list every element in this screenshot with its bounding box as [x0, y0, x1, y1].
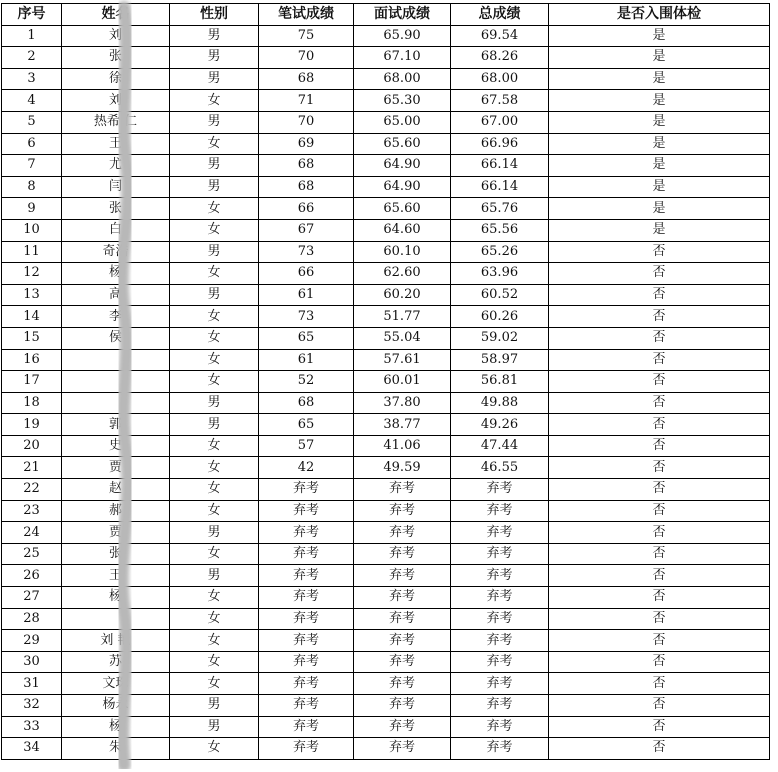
table-row	[2, 738, 770, 760]
table-row	[2, 608, 770, 630]
cell-name: 张	[62, 198, 170, 220]
cell-gender: 男	[170, 716, 259, 738]
cell-written-score: 弃考	[259, 695, 354, 717]
cell-total-score: 66.14	[451, 176, 549, 198]
table-row	[2, 198, 770, 220]
cell-physical-exam: 否	[549, 263, 770, 285]
cell-index: 22	[2, 479, 62, 501]
table-row	[2, 651, 770, 673]
cell-written-score: 70	[259, 47, 354, 69]
table-row	[2, 695, 770, 717]
cell-gender: 男	[170, 25, 259, 47]
cell-physical-exam: 否	[549, 587, 770, 609]
cell-written-score: 弃考	[259, 479, 354, 501]
cell-gender: 女	[170, 306, 259, 328]
cell-name: 尤	[62, 155, 170, 177]
cell-interview-score: 弃考	[354, 500, 451, 522]
cell-index: 13	[2, 284, 62, 306]
cell-interview-score: 62.60	[354, 263, 451, 285]
cell-index: 11	[2, 241, 62, 263]
cell-index: 34	[2, 738, 62, 760]
cell-index: 2	[2, 47, 62, 69]
table-row	[2, 457, 770, 479]
cell-total-score: 68.26	[451, 47, 549, 69]
cell-total-score: 弃考	[451, 479, 549, 501]
cell-interview-score: 64.60	[354, 219, 451, 241]
cell-total-score: 弃考	[451, 608, 549, 630]
cell-written-score: 68	[259, 176, 354, 198]
cell-name: 赵	[62, 479, 170, 501]
cell-index: 16	[2, 349, 62, 371]
cell-name: 侯	[62, 327, 170, 349]
cell-gender: 男	[170, 414, 259, 436]
cell-physical-exam: 否	[549, 479, 770, 501]
cell-written-score: 弃考	[259, 673, 354, 695]
cell-gender: 女	[170, 587, 259, 609]
table-row	[2, 284, 770, 306]
cell-total-score: 63.96	[451, 263, 549, 285]
score-table-container	[1, 3, 770, 760]
cell-index: 30	[2, 651, 62, 673]
cell-index: 15	[2, 327, 62, 349]
table-row	[2, 47, 770, 69]
cell-total-score: 弃考	[451, 587, 549, 609]
cell-interview-score: 65.60	[354, 198, 451, 220]
cell-gender: 男	[170, 241, 259, 263]
cell-total-score: 65.56	[451, 219, 549, 241]
table-row	[2, 479, 770, 501]
cell-index: 23	[2, 500, 62, 522]
cell-written-score: 68	[259, 392, 354, 414]
cell-total-score: 47.44	[451, 435, 549, 457]
cell-total-score: 46.55	[451, 457, 549, 479]
cell-total-score: 弃考	[451, 565, 549, 587]
cell-physical-exam: 是	[549, 68, 770, 90]
cell-written-score: 42	[259, 457, 354, 479]
cell-physical-exam: 否	[549, 695, 770, 717]
cell-written-score: 61	[259, 349, 354, 371]
table-row	[2, 176, 770, 198]
cell-total-score: 66.14	[451, 155, 549, 177]
cell-interview-score: 55.04	[354, 327, 451, 349]
cell-written-score: 弃考	[259, 630, 354, 652]
cell-physical-exam: 否	[549, 522, 770, 544]
cell-physical-exam: 否	[549, 738, 770, 760]
cell-name	[62, 349, 170, 371]
cell-physical-exam: 否	[549, 371, 770, 393]
cell-gender: 女	[170, 219, 259, 241]
cell-index: 28	[2, 608, 62, 630]
cell-total-score: 弃考	[451, 651, 549, 673]
table-row	[2, 565, 770, 587]
cell-gender: 男	[170, 111, 259, 133]
table-row	[2, 25, 770, 47]
cell-physical-exam: 否	[549, 306, 770, 328]
cell-gender: 女	[170, 263, 259, 285]
header-written-score: 笔试成绩	[259, 4, 354, 26]
cell-gender: 女	[170, 608, 259, 630]
cell-written-score: 71	[259, 90, 354, 112]
header-physical-exam: 是否入围体检	[549, 4, 770, 26]
cell-physical-exam: 否	[549, 457, 770, 479]
table-row	[2, 327, 770, 349]
table-row	[2, 219, 770, 241]
table-row	[2, 90, 770, 112]
cell-physical-exam: 是	[549, 155, 770, 177]
table-row	[2, 414, 770, 436]
cell-total-score: 58.97	[451, 349, 549, 371]
cell-interview-score: 60.20	[354, 284, 451, 306]
cell-gender: 男	[170, 695, 259, 717]
cell-gender: 男	[170, 176, 259, 198]
cell-total-score: 68.00	[451, 68, 549, 90]
cell-written-score: 弃考	[259, 543, 354, 565]
cell-index: 12	[2, 263, 62, 285]
cell-total-score: 56.81	[451, 371, 549, 393]
cell-index: 7	[2, 155, 62, 177]
table-row	[2, 111, 770, 133]
cell-written-score: 68	[259, 155, 354, 177]
cell-total-score: 60.26	[451, 306, 549, 328]
cell-interview-score: 弃考	[354, 479, 451, 501]
cell-gender: 女	[170, 133, 259, 155]
cell-name: 闫	[62, 176, 170, 198]
cell-interview-score: 41.06	[354, 435, 451, 457]
cell-written-score: 57	[259, 435, 354, 457]
cell-physical-exam: 否	[549, 284, 770, 306]
cell-gender: 男	[170, 155, 259, 177]
cell-gender: 女	[170, 371, 259, 393]
cell-interview-score: 57.61	[354, 349, 451, 371]
cell-total-score: 67.58	[451, 90, 549, 112]
cell-interview-score: 37.80	[354, 392, 451, 414]
cell-physical-exam: 否	[549, 241, 770, 263]
table-row	[2, 435, 770, 457]
cell-interview-score: 49.59	[354, 457, 451, 479]
table-row	[2, 500, 770, 522]
cell-interview-score: 60.10	[354, 241, 451, 263]
cell-physical-exam: 否	[549, 414, 770, 436]
cell-total-score: 弃考	[451, 630, 549, 652]
cell-name: 刘	[62, 25, 170, 47]
cell-interview-score: 弃考	[354, 673, 451, 695]
cell-name: 奇浩	[62, 241, 170, 263]
cell-index: 24	[2, 522, 62, 544]
cell-written-score: 68	[259, 68, 354, 90]
cell-gender: 女	[170, 651, 259, 673]
table-row	[2, 349, 770, 371]
cell-written-score: 65	[259, 327, 354, 349]
cell-index: 1	[2, 25, 62, 47]
cell-name: 贾	[62, 457, 170, 479]
cell-interview-score: 65.30	[354, 90, 451, 112]
cell-index: 21	[2, 457, 62, 479]
cell-interview-score: 弃考	[354, 651, 451, 673]
cell-name: 朱	[62, 738, 170, 760]
cell-gender: 女	[170, 543, 259, 565]
cell-gender: 男	[170, 392, 259, 414]
cell-physical-exam: 是	[549, 111, 770, 133]
cell-name: 李	[62, 306, 170, 328]
cell-name	[62, 371, 170, 393]
cell-name: 王	[62, 565, 170, 587]
cell-physical-exam: 否	[549, 435, 770, 457]
cell-written-score: 52	[259, 371, 354, 393]
cell-index: 4	[2, 90, 62, 112]
cell-physical-exam: 是	[549, 176, 770, 198]
cell-gender: 女	[170, 435, 259, 457]
cell-written-score: 75	[259, 25, 354, 47]
cell-total-score: 弃考	[451, 716, 549, 738]
cell-gender: 女	[170, 327, 259, 349]
cell-interview-score: 弃考	[354, 543, 451, 565]
cell-physical-exam: 否	[549, 651, 770, 673]
cell-physical-exam: 是	[549, 198, 770, 220]
cell-total-score: 59.02	[451, 327, 549, 349]
cell-interview-score: 65.60	[354, 133, 451, 155]
cell-interview-score: 弃考	[354, 695, 451, 717]
cell-name: 徐	[62, 68, 170, 90]
cell-gender: 女	[170, 673, 259, 695]
cell-written-score: 66	[259, 263, 354, 285]
cell-index: 33	[2, 716, 62, 738]
cell-gender: 女	[170, 738, 259, 760]
cell-written-score: 70	[259, 111, 354, 133]
cell-physical-exam: 否	[549, 500, 770, 522]
cell-index: 8	[2, 176, 62, 198]
cell-interview-score: 弃考	[354, 738, 451, 760]
cell-total-score: 弃考	[451, 673, 549, 695]
table-row	[2, 673, 770, 695]
cell-physical-exam: 否	[549, 327, 770, 349]
cell-name: 白	[62, 219, 170, 241]
cell-name	[62, 392, 170, 414]
cell-written-score: 73	[259, 241, 354, 263]
cell-name: 郝	[62, 500, 170, 522]
cell-gender: 男	[170, 565, 259, 587]
cell-physical-exam: 否	[549, 630, 770, 652]
cell-written-score: 弃考	[259, 500, 354, 522]
cell-interview-score: 64.90	[354, 155, 451, 177]
cell-name: 张	[62, 543, 170, 565]
table-row	[2, 630, 770, 652]
cell-index: 6	[2, 133, 62, 155]
cell-physical-exam: 是	[549, 90, 770, 112]
cell-gender: 女	[170, 479, 259, 501]
cell-index: 25	[2, 543, 62, 565]
cell-index: 9	[2, 198, 62, 220]
cell-total-score: 67.00	[451, 111, 549, 133]
cell-name: 杨永	[62, 695, 170, 717]
header-name: 姓名	[62, 4, 170, 26]
cell-written-score: 73	[259, 306, 354, 328]
cell-name: 郭	[62, 414, 170, 436]
cell-interview-score: 弃考	[354, 716, 451, 738]
cell-gender: 男	[170, 522, 259, 544]
cell-name: 苏	[62, 651, 170, 673]
cell-gender: 女	[170, 457, 259, 479]
cell-gender: 男	[170, 47, 259, 69]
table-row	[2, 155, 770, 177]
cell-gender: 女	[170, 349, 259, 371]
cell-total-score: 弃考	[451, 522, 549, 544]
cell-name: 杨	[62, 263, 170, 285]
table-row	[2, 133, 770, 155]
cell-index: 14	[2, 306, 62, 328]
header-total-score: 总成绩	[451, 4, 549, 26]
cell-name	[62, 608, 170, 630]
cell-name: 热希 仁	[62, 111, 170, 133]
cell-physical-exam: 否	[549, 673, 770, 695]
table-row	[2, 241, 770, 263]
cell-physical-exam: 是	[549, 133, 770, 155]
header-interview-score: 面试成绩	[354, 4, 451, 26]
cell-interview-score: 弃考	[354, 522, 451, 544]
cell-name: 王	[62, 133, 170, 155]
cell-written-score: 69	[259, 133, 354, 155]
cell-interview-score: 65.00	[354, 111, 451, 133]
table-row	[2, 522, 770, 544]
cell-total-score: 弃考	[451, 543, 549, 565]
cell-interview-score: 弃考	[354, 587, 451, 609]
cell-written-score: 弃考	[259, 565, 354, 587]
cell-interview-score: 64.90	[354, 176, 451, 198]
cell-physical-exam: 否	[549, 565, 770, 587]
cell-name: 刘 艳	[62, 630, 170, 652]
cell-physical-exam: 否	[549, 543, 770, 565]
cell-total-score: 65.76	[451, 198, 549, 220]
table-row	[2, 587, 770, 609]
cell-total-score: 60.52	[451, 284, 549, 306]
cell-name: 贾	[62, 522, 170, 544]
table-row	[2, 543, 770, 565]
cell-physical-exam: 否	[549, 392, 770, 414]
cell-interview-score: 弃考	[354, 608, 451, 630]
cell-physical-exam: 是	[549, 47, 770, 69]
cell-written-score: 61	[259, 284, 354, 306]
cell-total-score: 49.88	[451, 392, 549, 414]
cell-name: 文珠	[62, 673, 170, 695]
cell-total-score: 弃考	[451, 695, 549, 717]
table-row	[2, 716, 770, 738]
header-index: 序号	[2, 4, 62, 26]
cell-interview-score: 68.00	[354, 68, 451, 90]
cell-total-score: 69.54	[451, 25, 549, 47]
score-table	[1, 3, 770, 760]
cell-interview-score: 弃考	[354, 565, 451, 587]
cell-physical-exam: 否	[549, 716, 770, 738]
table-row	[2, 306, 770, 328]
cell-physical-exam: 否	[549, 349, 770, 371]
cell-written-score: 65	[259, 414, 354, 436]
cell-index: 31	[2, 673, 62, 695]
cell-index: 19	[2, 414, 62, 436]
cell-written-score: 66	[259, 198, 354, 220]
cell-name: 刘	[62, 90, 170, 112]
cell-index: 18	[2, 392, 62, 414]
cell-interview-score: 弃考	[354, 630, 451, 652]
cell-written-score: 弃考	[259, 608, 354, 630]
cell-index: 27	[2, 587, 62, 609]
cell-index: 3	[2, 68, 62, 90]
header-gender: 性别	[170, 4, 259, 26]
cell-physical-exam: 否	[549, 608, 770, 630]
cell-gender: 男	[170, 284, 259, 306]
header-row	[2, 4, 770, 26]
cell-physical-exam: 是	[549, 25, 770, 47]
cell-index: 17	[2, 371, 62, 393]
cell-name: 高	[62, 284, 170, 306]
cell-gender: 男	[170, 68, 259, 90]
cell-total-score: 49.26	[451, 414, 549, 436]
cell-name: 史	[62, 435, 170, 457]
cell-name: 杨	[62, 587, 170, 609]
cell-gender: 女	[170, 630, 259, 652]
cell-written-score: 弃考	[259, 651, 354, 673]
table-row	[2, 263, 770, 285]
cell-index: 26	[2, 565, 62, 587]
cell-written-score: 弃考	[259, 587, 354, 609]
table-row	[2, 371, 770, 393]
cell-interview-score: 67.10	[354, 47, 451, 69]
cell-name: 杨	[62, 716, 170, 738]
cell-gender: 女	[170, 90, 259, 112]
table-row	[2, 392, 770, 414]
cell-interview-score: 51.77	[354, 306, 451, 328]
cell-written-score: 67	[259, 219, 354, 241]
cell-interview-score: 38.77	[354, 414, 451, 436]
cell-index: 5	[2, 111, 62, 133]
cell-interview-score: 65.90	[354, 25, 451, 47]
cell-total-score: 65.26	[451, 241, 549, 263]
cell-gender: 女	[170, 198, 259, 220]
cell-physical-exam: 是	[549, 219, 770, 241]
cell-total-score: 弃考	[451, 738, 549, 760]
cell-index: 10	[2, 219, 62, 241]
cell-name: 张	[62, 47, 170, 69]
cell-index: 32	[2, 695, 62, 717]
cell-total-score: 66.96	[451, 133, 549, 155]
cell-written-score: 弃考	[259, 522, 354, 544]
cell-interview-score: 60.01	[354, 371, 451, 393]
cell-index: 29	[2, 630, 62, 652]
cell-total-score: 弃考	[451, 500, 549, 522]
cell-gender: 女	[170, 500, 259, 522]
cell-written-score: 弃考	[259, 716, 354, 738]
table-row	[2, 68, 770, 90]
cell-index: 20	[2, 435, 62, 457]
cell-written-score: 弃考	[259, 738, 354, 760]
